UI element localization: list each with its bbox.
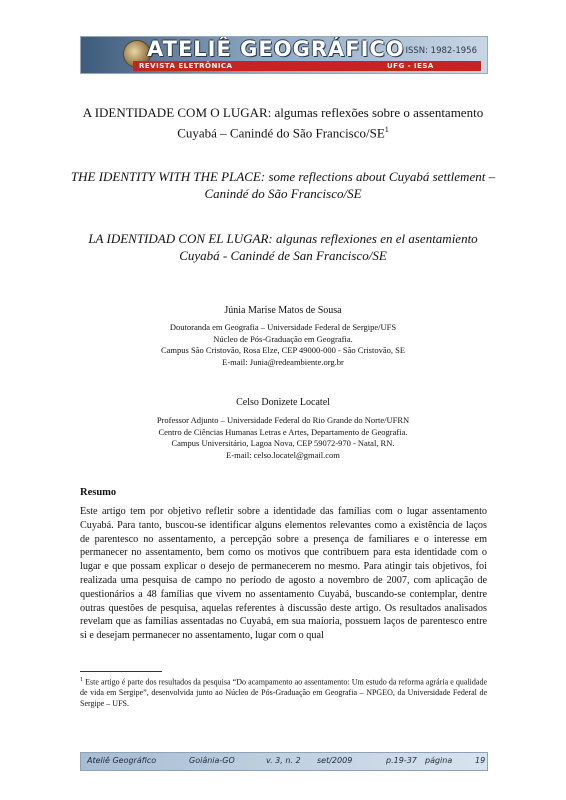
footnote-mark: 1 <box>80 677 83 683</box>
journal-title: ATELIÊ GEOGRÁFICO <box>147 37 405 61</box>
footer-date: set/2009 <box>317 756 353 765</box>
title-spanish: LA IDENTIDAD CON EL LUGAR: algunas reflexiones en el asentamiento Cuyabá - Canindé de San Francisco/SE <box>88 231 478 263</box>
footer-page-number: 19 <box>475 756 486 765</box>
issn-label: ISSN: 1982-1956 <box>405 46 477 56</box>
affiliation-line: Campus Universitário, Lagoa Nova, CEP 59072-970 - Natal, RN. <box>171 438 395 448</box>
footer-journal: Ateliê Geográfico <box>87 756 157 765</box>
footnote <box>80 675 487 710</box>
author-email[interactable]: E-mail: Junia@redeambiente.org.br <box>222 356 344 367</box>
footer-city: Goiânia-GO <box>189 756 235 765</box>
footer-volume: v. 3, n. 2 <box>266 756 301 765</box>
title-portuguese-text: A IDENTIDADE COM O LUGAR: algumas reflexões sobre o assentamento Cuyabá – Canindé do São Francisco/SE <box>82 105 484 141</box>
author-name: Júnia Marise Matos de Sousa <box>224 305 342 316</box>
title-english: THE IDENTITY WITH THE PLACE: some reflections about Cuyabá settlement – Canindé do São Francisco/SE <box>70 169 496 201</box>
affiliation-line: Núcleo de Pós-Graduação em Geografia. <box>213 333 353 344</box>
footnote-divider <box>80 671 162 672</box>
journal-banner <box>80 36 488 74</box>
footer-pages: p.19-37 <box>386 756 417 765</box>
author-affiliation <box>70 415 496 461</box>
author-name: Celso Donizete Locatel <box>236 397 330 408</box>
affiliation-line: Campus São Cristovão, Rosa Elze, CEP 49000-000 - São Cristovão, SE <box>160 345 406 355</box>
banner-subtitle-left: REVISTA ELETRÔNICA <box>139 62 233 70</box>
title-portuguese <box>70 104 496 141</box>
abstract-text: Este artigo tem por objetivo refletir sobre a identidade das famílias com o lugar assentamento Cuyabá. Para tanto, buscou-se identificar alguns elementos relevantes como a existência de laços de parentesco no assentamento, a percepção sobre a presença de familiares e o interesse em permanecer no assentamento, bem como os motivos que contribuem para esta identidade com o lugar e que possam explicar o desejo de permanecerem no mesmo. Para atingir tais objetivos, foi realizada uma pesquisa de campo no período de agosto a novembro de 2007, com aplicação de questionários a 48 famílias que vivem no assentamento Cuyabá, buscando-se contemplar, dentre outras questões de pesquisa, aquelas referentes à discussão deste artigo. Os resultados analisados revelam que as famílias assentadas no Cuyabá, em sua maioria, possuem laços de parentesco entre si e desejam permanecer no assentamento, lugar com o qual <box>80 506 487 642</box>
affiliation-line: Professor Adjunto – Universidade Federal do Rio Grande do Norte/UFRN <box>156 415 410 425</box>
page-footer <box>80 752 488 771</box>
abstract-heading: Resumo <box>80 487 117 498</box>
footnote-text: Este artigo é parte dos resultados da pesquisa “Do acampamento ao assentamento: Um estudo da reforma agrária e qualidade de vida em Sergipe”, desenvolvida junto ao Núcleo de Pós-Graduação em Geografia – NPGEO, da Universidade Federal de Sergipe – UFS. <box>80 677 487 709</box>
author-email[interactable]: E-mail: celso.locatel@gmail.com <box>226 449 340 460</box>
affiliation-line: Centro de Ciências Humanas Letras e Artes, Departamento de Geografia. <box>158 426 408 437</box>
banner-subtitle-right: UFG - IESA <box>387 62 434 70</box>
footer-page-label: página <box>425 756 453 765</box>
author-affiliation <box>70 322 496 368</box>
title-footnote-mark[interactable]: 1 <box>384 125 389 134</box>
affiliation-line: Doutoranda em Geografia – Universidade Federal de Sergipe/UFS <box>169 322 397 332</box>
